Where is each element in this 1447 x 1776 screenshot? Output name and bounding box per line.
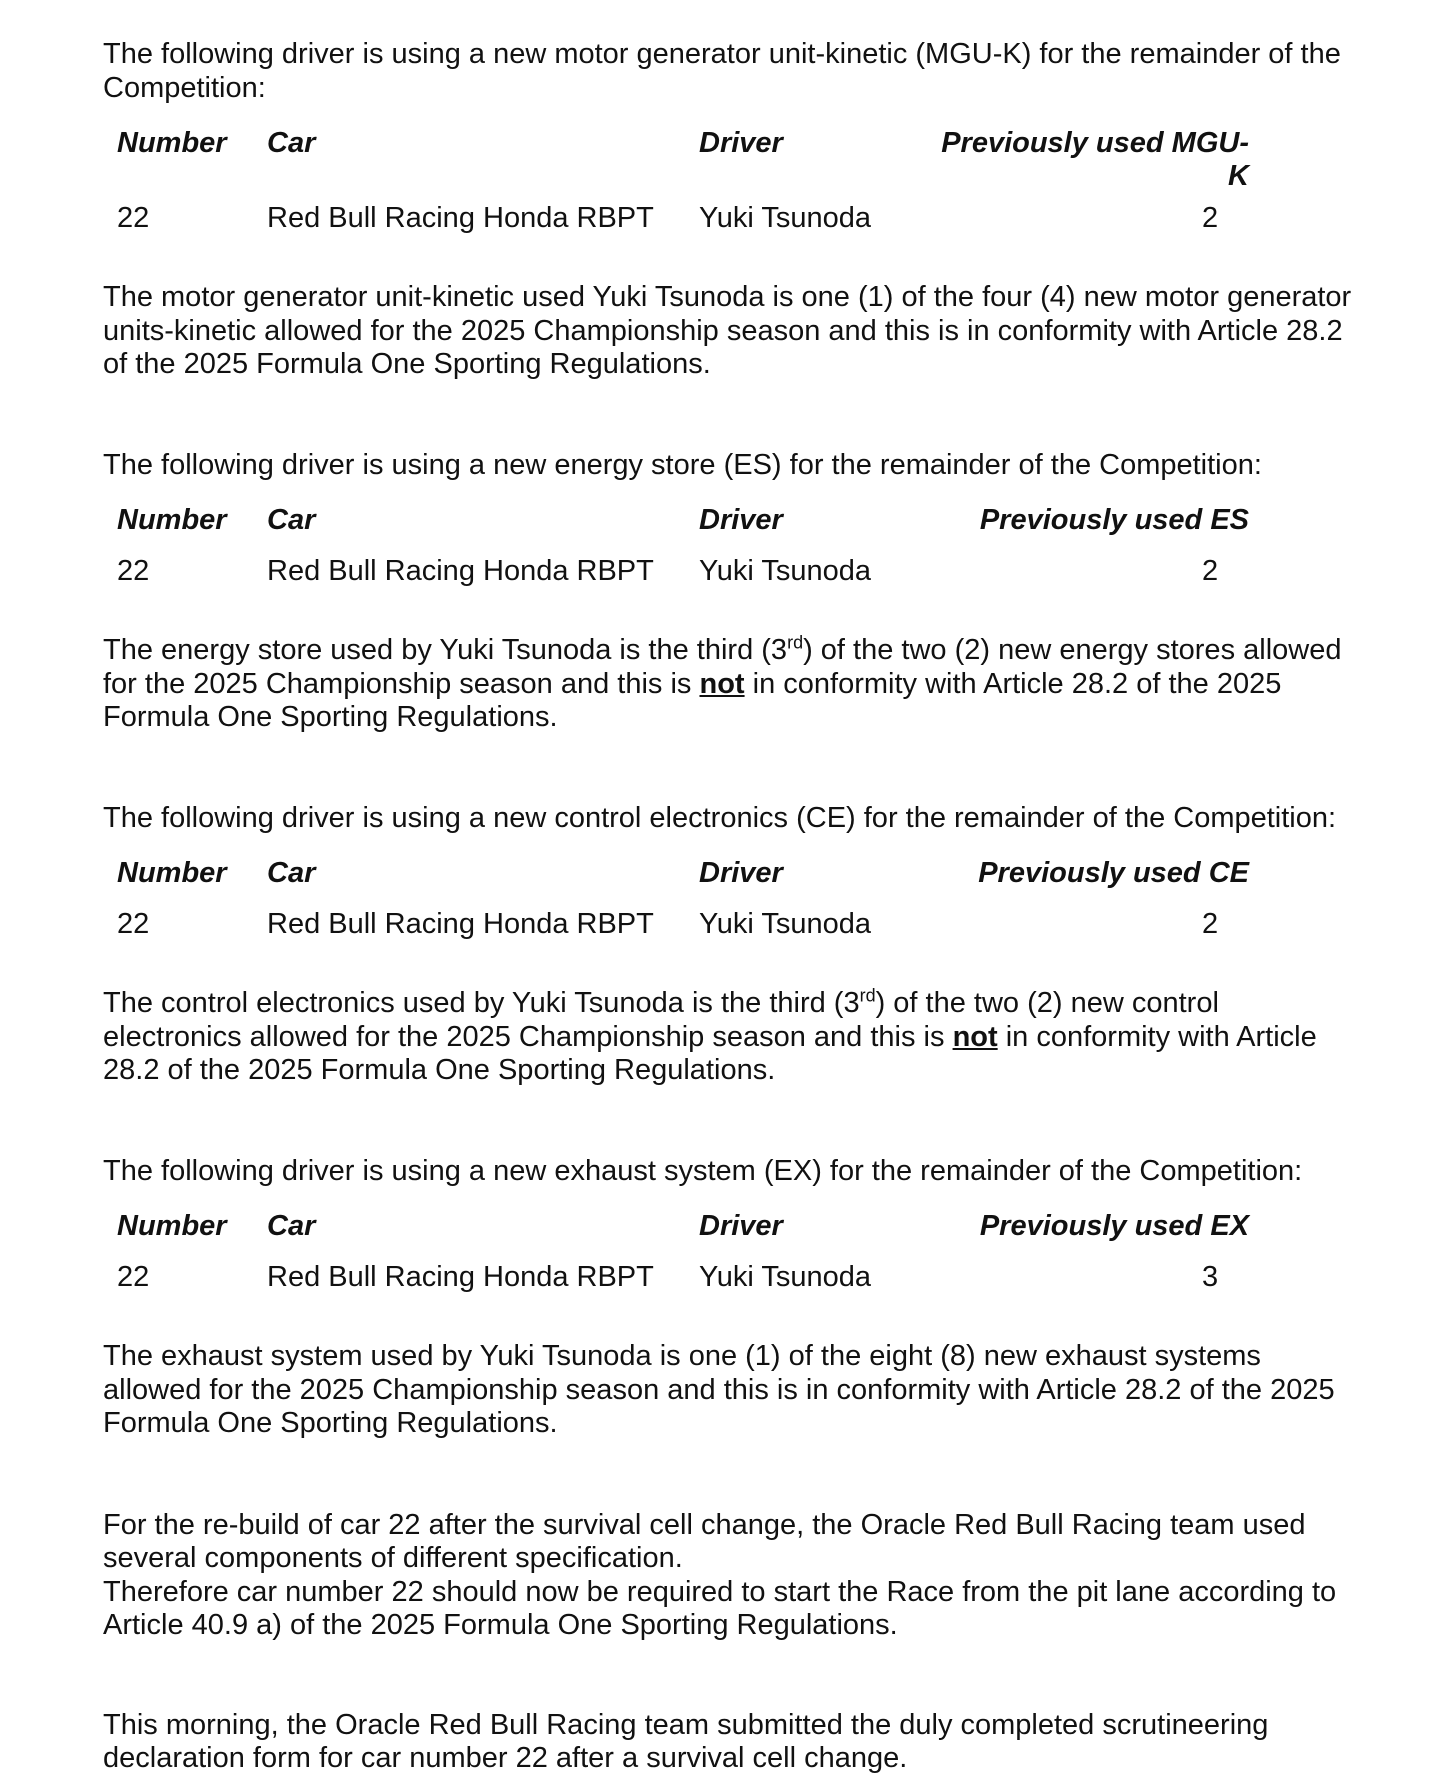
cell-car: Red Bull Racing Honda RBPT [267,1260,654,1293]
table-header-row [103,857,1253,899]
mguk-table [103,127,1253,243]
cell-number: 22 [117,554,150,587]
cell-number: 22 [117,907,150,940]
header-driver: Driver [699,857,783,889]
header-previously-used: Previously used EX [979,1210,1249,1242]
rebuild-line-1: For the re-build of car 22 after the survival cell change, the Oracle Red Bull Racing team used several components of different specification. [103,1508,1306,1574]
es-table [103,504,1253,596]
header-car: Car [267,504,316,536]
table-header-row [103,127,1253,193]
header-number: Number [117,127,227,159]
es-explanation-emphasis: not [699,667,745,700]
cell-number: 22 [117,201,150,234]
header-previously-used: Previously used CE [978,857,1249,889]
closing-section [103,1709,1353,1776]
ce-intro: The following driver is using a new control electronics (CE) for the remainder of the Competition: [103,801,1337,834]
cell-previously-used: 2 [1202,554,1219,587]
header-car: Car [267,857,316,889]
ce-table [103,857,1253,949]
ce-explanation [103,987,1353,1088]
ex-section [103,1155,1353,1441]
es-intro: The following driver is using a new energy store (ES) for the remainder of the Competition: [103,448,1262,481]
header-number: Number [117,1210,227,1242]
ce-section [103,802,1353,1088]
es-explanation-pre: The energy store used by Yuki Tsunoda is the third (3 [103,634,788,666]
table-row [103,899,1253,949]
ce-explanation-pre: The control electronics used by Yuki Tsunoda is the third (3 [103,987,860,1019]
ce-explanation-sup: rd [859,985,876,1006]
header-driver: Driver [699,127,783,159]
cell-number: 22 [117,1260,150,1293]
header-number: Number [117,857,227,889]
ce-explanation-emphasis: not [952,1020,998,1053]
header-car: Car [267,1210,316,1242]
cell-previously-used: 2 [1202,907,1219,940]
cell-driver: Yuki Tsunoda [699,907,871,940]
cell-driver: Yuki Tsunoda [699,1260,871,1293]
ce-explanation-post: in conformity with Article 28.2 of the 2025 Formula One Sporting Regulations. [103,1020,1317,1086]
ex-explanation-text: The exhaust system used by Yuki Tsunoda is one (1) of the eight (8) new exhaust systems allowed for the 2025 Championship season and this is in conformity with Article 28.2 of the 2025 Formula One Sporting Regulations. [103,1340,1335,1439]
ex-table [103,1210,1253,1302]
cell-driver: Yuki Tsunoda [699,554,871,587]
table-row [103,546,1253,596]
rebuild-line-2: Therefore car number 22 should now be required to start the Race from the pit lane according to Article 40.9 a) of the 2025 Formula One Sporting Regulations. [103,1575,1337,1641]
document-page [103,38,1353,1776]
ex-explanation [103,1340,1353,1441]
mguk-section [103,38,1353,382]
header-previously-used: Previously used ES [979,504,1249,536]
table-header-row [103,504,1253,546]
cell-car: Red Bull Racing Honda RBPT [267,907,654,940]
mguk-explanation [103,281,1353,382]
cell-previously-used: 2 [1202,201,1219,234]
cell-car: Red Bull Racing Honda RBPT [267,554,654,587]
ex-intro: The following driver is using a new exhaust system (EX) for the remainder of the Competition: [103,1154,1303,1187]
header-previously-used: Previously used MGU-K [941,127,1249,192]
es-explanation-mid: ) of the two (2) new energy stores allowed for the 2025 Championship season and this is [103,634,1342,700]
header-driver: Driver [699,1210,783,1242]
closing-paragraph: This morning, the Oracle Red Bull Racing team submitted the duly completed scrutineering declaration form for car number 22 after a survival cell change. [103,1708,1269,1774]
cell-car: Red Bull Racing Honda RBPT [267,201,654,234]
mguk-intro: The following driver is using a new motor generator unit-kinetic (MGU-K) for the remainder of the Competition: [103,38,1341,104]
mguk-explanation-text: The motor generator unit-kinetic used Yuki Tsunoda is one (1) of the four (4) new motor generator units-kinetic allowed for the 2025 Championship season and this is in conformity with Article 28.2 of the 2025 Formula One Sporting Regulations. [103,281,1352,380]
header-car: Car [267,127,316,159]
cell-previously-used: 3 [1202,1260,1219,1293]
ce-explanation-mid: ) of the two (2) new control electronics allowed for the 2025 Championship season and this is [103,987,1219,1053]
rebuild-section [103,1509,1353,1643]
es-section [103,449,1353,735]
es-explanation-sup: rd [787,632,804,653]
header-number: Number [117,504,227,536]
table-row [103,193,1253,243]
cell-driver: Yuki Tsunoda [699,201,871,234]
es-explanation-post: in conformity with Article 28.2 of the 2025 Formula One Sporting Regulations. [103,667,1282,733]
table-header-row [103,1210,1253,1252]
es-explanation [103,634,1353,735]
header-driver: Driver [699,504,783,536]
table-row [103,1252,1253,1302]
